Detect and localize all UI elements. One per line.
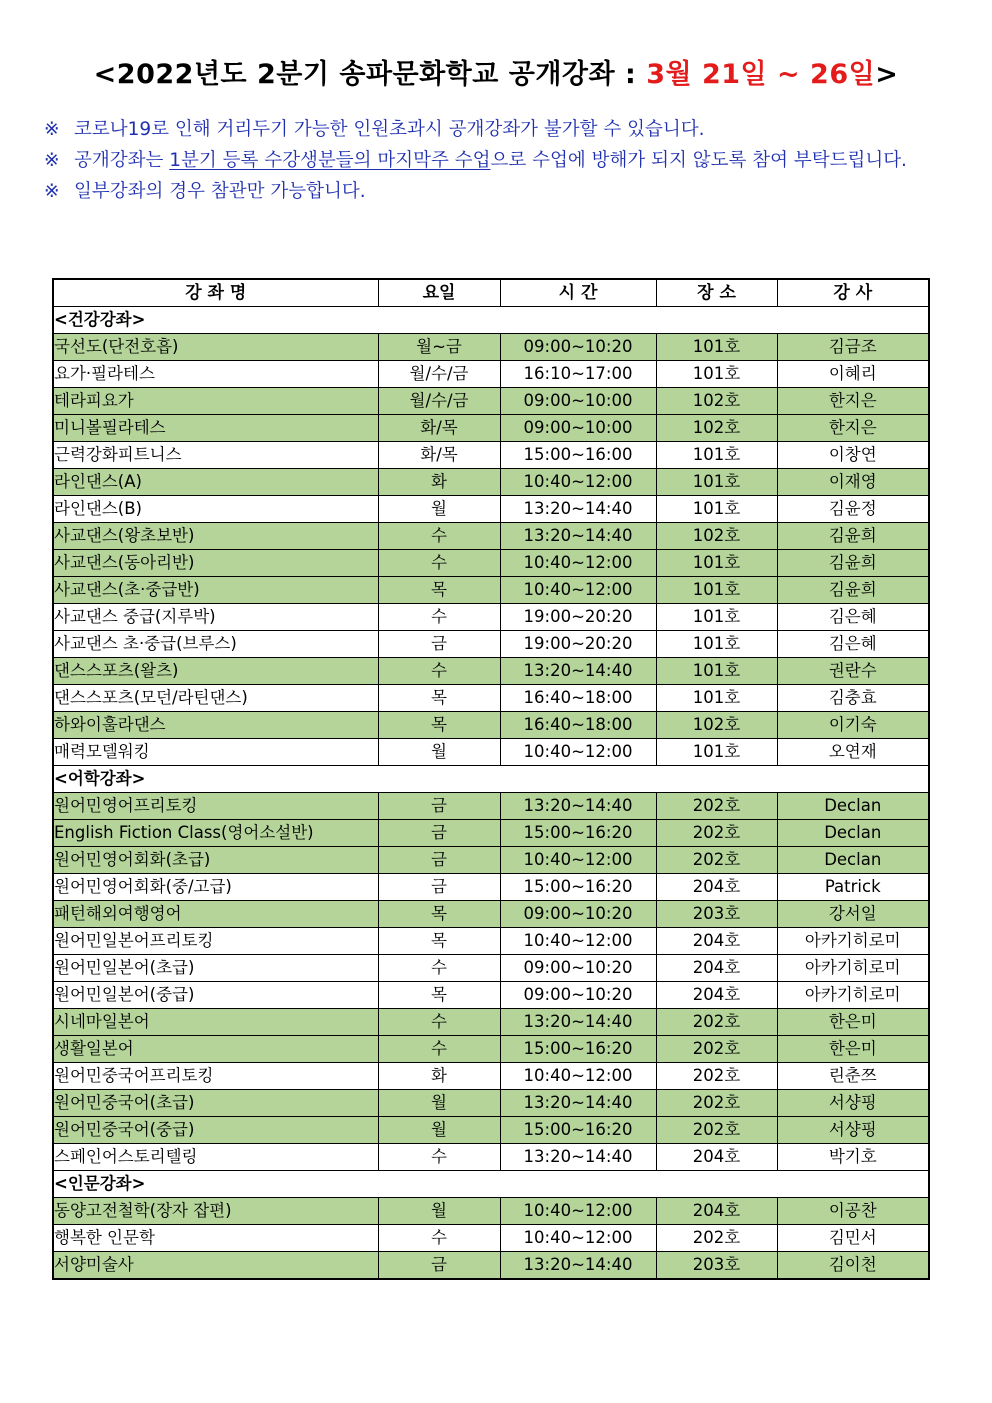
room-cell: 101호: [656, 334, 777, 361]
time-cell: 10:40~12:00: [500, 847, 656, 874]
course-name-cell: 동양고전철학(장자 잡편): [53, 1198, 378, 1225]
time-cell: 15:00~16:20: [500, 820, 656, 847]
table-body: [53, 307, 929, 1280]
instructor-cell: 이공찬: [777, 1198, 929, 1225]
course-name-cell: 요가·필라테스: [53, 361, 378, 388]
course-schedule-table: [52, 278, 930, 1280]
time-cell: 19:00~20:20: [500, 631, 656, 658]
instructor-cell: 아카기히로미: [777, 982, 929, 1009]
room-cell: 204호: [656, 982, 777, 1009]
instructor-cell: 김윤희: [777, 523, 929, 550]
room-cell: 101호: [656, 550, 777, 577]
course-name-cell: 사교댄스(왕초보반): [53, 523, 378, 550]
time-cell: 10:40~12:00: [500, 928, 656, 955]
room-cell: 102호: [656, 388, 777, 415]
table-row: [53, 1225, 929, 1252]
day-cell: 월: [378, 1090, 500, 1117]
table-row: [53, 901, 929, 928]
notice-underlined-text: 1분기 등록 수강생분들의 마지막주 수업: [169, 150, 491, 171]
time-cell: 13:20~14:40: [500, 496, 656, 523]
instructor-cell: 아카기히로미: [777, 928, 929, 955]
title-suffix: >: [875, 59, 899, 90]
time-cell: 09:00~10:20: [500, 955, 656, 982]
time-cell: 13:20~14:40: [500, 1009, 656, 1036]
table-row: [53, 388, 929, 415]
table-row: [53, 604, 929, 631]
time-cell: 13:20~14:40: [500, 1252, 656, 1280]
day-cell: 수: [378, 658, 500, 685]
table-row: [53, 1090, 929, 1117]
day-cell: 화: [378, 469, 500, 496]
notice-text: 일부강좌의 경우 참관만 가능합니다.: [74, 181, 366, 202]
day-cell: 월: [378, 496, 500, 523]
instructor-cell: 김윤정: [777, 496, 929, 523]
instructor-cell: 한지은: [777, 388, 929, 415]
day-cell: 화: [378, 1063, 500, 1090]
table-row: [53, 550, 929, 577]
course-name-cell: 하와이훌라댄스: [53, 712, 378, 739]
room-cell: 202호: [656, 1036, 777, 1063]
table-row: [53, 469, 929, 496]
table-row: [53, 631, 929, 658]
section-row: [53, 1171, 929, 1198]
room-cell: 102호: [656, 415, 777, 442]
section-title: <건강강좌>: [53, 307, 929, 334]
table-row: [53, 739, 929, 766]
table-row: [53, 1144, 929, 1171]
day-cell: 수: [378, 1144, 500, 1171]
course-name-cell: 원어민중국어(중급): [53, 1117, 378, 1144]
instructor-cell: Declan: [777, 793, 929, 820]
time-cell: 13:20~14:40: [500, 658, 656, 685]
day-cell: 화/목: [378, 442, 500, 469]
time-cell: 09:00~10:20: [500, 334, 656, 361]
room-cell: 202호: [656, 847, 777, 874]
table-row: [53, 523, 929, 550]
notice-text: 으로 수업에 방해가 되지 않도록 참여 부탁드립니다.: [490, 150, 907, 171]
table-header-row: [53, 279, 929, 307]
room-cell: 204호: [656, 1198, 777, 1225]
course-name-cell: 패턴해외여행영어: [53, 901, 378, 928]
notice-item: [44, 176, 949, 207]
day-cell: 월/수/금: [378, 388, 500, 415]
time-cell: 13:20~14:40: [500, 1090, 656, 1117]
course-name-cell: 서양미술사: [53, 1252, 378, 1280]
table-row: [53, 496, 929, 523]
course-name-cell: 원어민영어회화(초급): [53, 847, 378, 874]
room-cell: 102호: [656, 712, 777, 739]
instructor-cell: 강서일: [777, 901, 929, 928]
course-name-cell: 생활일본어: [53, 1036, 378, 1063]
room-cell: 204호: [656, 874, 777, 901]
course-name-cell: 원어민영어프리토킹: [53, 793, 378, 820]
instructor-cell: 서샹핑: [777, 1117, 929, 1144]
course-name-cell: 원어민일본어(중급): [53, 982, 378, 1009]
instructor-cell: 린춘쯔: [777, 1063, 929, 1090]
day-cell: 수: [378, 523, 500, 550]
room-cell: 101호: [656, 604, 777, 631]
title-prefix: <2022년도 2분기 송파문화학교 공개강좌 :: [93, 59, 647, 90]
section-title: <인문강좌>: [53, 1171, 929, 1198]
instructor-cell: 한은미: [777, 1009, 929, 1036]
day-cell: 금: [378, 820, 500, 847]
room-cell: 202호: [656, 1117, 777, 1144]
course-name-cell: 매력모델워킹: [53, 739, 378, 766]
table-row: [53, 361, 929, 388]
course-name-cell: 라인댄스(A): [53, 469, 378, 496]
day-cell: 목: [378, 982, 500, 1009]
day-cell: 수: [378, 1225, 500, 1252]
time-cell: 13:20~14:40: [500, 1144, 656, 1171]
table-row: [53, 1198, 929, 1225]
instructor-cell: 오연재: [777, 739, 929, 766]
table-row: [53, 793, 929, 820]
header-course-name: 강 좌 명: [53, 279, 378, 307]
title-dates: 3월 21일 ~ 26일: [646, 59, 876, 90]
day-cell: 화/목: [378, 415, 500, 442]
time-cell: 15:00~16:00: [500, 442, 656, 469]
course-name-cell: 사교댄스(초·중급반): [53, 577, 378, 604]
table-row: [53, 415, 929, 442]
room-cell: 101호: [656, 361, 777, 388]
day-cell: 목: [378, 901, 500, 928]
instructor-cell: 김민서: [777, 1225, 929, 1252]
course-name-cell: 라인댄스(B): [53, 496, 378, 523]
instructor-cell: 서샹핑: [777, 1090, 929, 1117]
instructor-cell: 김은혜: [777, 604, 929, 631]
course-name-cell: 원어민중국어(초급): [53, 1090, 378, 1117]
time-cell: 16:10~17:00: [500, 361, 656, 388]
instructor-cell: 김윤희: [777, 577, 929, 604]
instructor-cell: Declan: [777, 820, 929, 847]
course-name-cell: 테라피요가: [53, 388, 378, 415]
room-cell: 101호: [656, 577, 777, 604]
course-name-cell: English Fiction Class(영어소설반): [53, 820, 378, 847]
time-cell: 10:40~12:00: [500, 469, 656, 496]
header-instructor: 강 사: [777, 279, 929, 307]
header-room: 장 소: [656, 279, 777, 307]
table-row: [53, 1117, 929, 1144]
instructor-cell: 이혜리: [777, 361, 929, 388]
instructor-cell: 김이천: [777, 1252, 929, 1280]
page-title: [0, 52, 992, 91]
table-row: [53, 955, 929, 982]
time-cell: 09:00~10:00: [500, 388, 656, 415]
day-cell: 수: [378, 955, 500, 982]
notice-list: [44, 114, 949, 207]
table-row: [53, 577, 929, 604]
table-row: [53, 847, 929, 874]
table-row: [53, 874, 929, 901]
instructor-cell: 김금조: [777, 334, 929, 361]
day-cell: 월/수/금: [378, 361, 500, 388]
time-cell: 10:40~12:00: [500, 550, 656, 577]
table-row: [53, 712, 929, 739]
time-cell: 09:00~10:20: [500, 901, 656, 928]
instructor-cell: 김윤희: [777, 550, 929, 577]
course-name-cell: 국선도(단전호흡): [53, 334, 378, 361]
table-row: [53, 982, 929, 1009]
room-cell: 204호: [656, 1144, 777, 1171]
course-name-cell: 근력강화피트니스: [53, 442, 378, 469]
room-cell: 202호: [656, 820, 777, 847]
room-cell: 101호: [656, 442, 777, 469]
reference-mark-icon: ※: [44, 181, 60, 202]
section-title: <어학강좌>: [53, 766, 929, 793]
instructor-cell: 이창연: [777, 442, 929, 469]
day-cell: 월: [378, 1198, 500, 1225]
time-cell: 10:40~12:00: [500, 1063, 656, 1090]
day-cell: 목: [378, 928, 500, 955]
day-cell: 수: [378, 604, 500, 631]
notice-item: [44, 145, 949, 176]
section-row: [53, 766, 929, 793]
room-cell: 202호: [656, 1090, 777, 1117]
day-cell: 금: [378, 847, 500, 874]
instructor-cell: 권란수: [777, 658, 929, 685]
room-cell: 102호: [656, 523, 777, 550]
course-name-cell: 원어민중국어프리토킹: [53, 1063, 378, 1090]
notice-item: [44, 114, 949, 145]
time-cell: 13:20~14:40: [500, 523, 656, 550]
day-cell: 수: [378, 1036, 500, 1063]
room-cell: 101호: [656, 739, 777, 766]
day-cell: 목: [378, 685, 500, 712]
header-day: 요일: [378, 279, 500, 307]
instructor-cell: 박기호: [777, 1144, 929, 1171]
course-name-cell: 행복한 인문학: [53, 1225, 378, 1252]
room-cell: 101호: [656, 496, 777, 523]
day-cell: 수: [378, 550, 500, 577]
time-cell: 16:40~18:00: [500, 685, 656, 712]
notice-text: 공개강좌는: [74, 150, 170, 171]
day-cell: 금: [378, 793, 500, 820]
room-cell: 101호: [656, 685, 777, 712]
day-cell: 월~금: [378, 334, 500, 361]
room-cell: 202호: [656, 1225, 777, 1252]
day-cell: 월: [378, 1117, 500, 1144]
course-name-cell: 미니볼필라테스: [53, 415, 378, 442]
day-cell: 목: [378, 712, 500, 739]
table-row: [53, 1252, 929, 1280]
course-name-cell: 시네마일본어: [53, 1009, 378, 1036]
time-cell: 15:00~16:20: [500, 1117, 656, 1144]
room-cell: 204호: [656, 955, 777, 982]
time-cell: 10:40~12:00: [500, 739, 656, 766]
course-name-cell: 댄스스포츠(왈츠): [53, 658, 378, 685]
time-cell: 16:40~18:00: [500, 712, 656, 739]
course-name-cell: 원어민영어회화(중/고급): [53, 874, 378, 901]
course-name-cell: 댄스스포츠(모던/라틴댄스): [53, 685, 378, 712]
course-name-cell: 사교댄스 중급(지루박): [53, 604, 378, 631]
header-time: 시 간: [500, 279, 656, 307]
table-row: [53, 1063, 929, 1090]
time-cell: 13:20~14:40: [500, 793, 656, 820]
time-cell: 15:00~16:20: [500, 874, 656, 901]
room-cell: 202호: [656, 1063, 777, 1090]
day-cell: 금: [378, 1252, 500, 1280]
room-cell: 101호: [656, 469, 777, 496]
instructor-cell: 한지은: [777, 415, 929, 442]
instructor-cell: Patrick: [777, 874, 929, 901]
course-name-cell: 스페인어스토리텔링: [53, 1144, 378, 1171]
course-name-cell: 사교댄스 초·중급(브루스): [53, 631, 378, 658]
instructor-cell: Declan: [777, 847, 929, 874]
time-cell: 10:40~12:00: [500, 1225, 656, 1252]
instructor-cell: 김은혜: [777, 631, 929, 658]
day-cell: 금: [378, 874, 500, 901]
instructor-cell: 한은미: [777, 1036, 929, 1063]
table-row: [53, 1009, 929, 1036]
table-row: [53, 820, 929, 847]
instructor-cell: 김충효: [777, 685, 929, 712]
course-name-cell: 원어민일본어(초급): [53, 955, 378, 982]
room-cell: 202호: [656, 793, 777, 820]
day-cell: 수: [378, 1009, 500, 1036]
day-cell: 금: [378, 631, 500, 658]
table-row: [53, 442, 929, 469]
time-cell: 09:00~10:20: [500, 982, 656, 1009]
room-cell: 202호: [656, 1009, 777, 1036]
day-cell: 월: [378, 739, 500, 766]
section-row: [53, 307, 929, 334]
reference-mark-icon: ※: [44, 119, 60, 140]
instructor-cell: 이기숙: [777, 712, 929, 739]
time-cell: 09:00~10:00: [500, 415, 656, 442]
notice-text: 코로나19로 인해 거리두기 가능한 인원초과시 공개강좌가 불가할 수 있습니다.: [74, 119, 705, 140]
instructor-cell: 이재영: [777, 469, 929, 496]
room-cell: 204호: [656, 928, 777, 955]
course-name-cell: 원어민일본어프리토킹: [53, 928, 378, 955]
room-cell: 101호: [656, 658, 777, 685]
room-cell: 203호: [656, 1252, 777, 1280]
table-row: [53, 658, 929, 685]
room-cell: 101호: [656, 631, 777, 658]
room-cell: 203호: [656, 901, 777, 928]
instructor-cell: 아카기히로미: [777, 955, 929, 982]
time-cell: 10:40~12:00: [500, 1198, 656, 1225]
time-cell: 15:00~16:20: [500, 1036, 656, 1063]
table-row: [53, 928, 929, 955]
table-row: [53, 685, 929, 712]
reference-mark-icon: ※: [44, 150, 60, 171]
time-cell: 19:00~20:20: [500, 604, 656, 631]
time-cell: 10:40~12:00: [500, 577, 656, 604]
day-cell: 목: [378, 577, 500, 604]
table-row: [53, 1036, 929, 1063]
table-row: [53, 334, 929, 361]
course-name-cell: 사교댄스(동아리반): [53, 550, 378, 577]
